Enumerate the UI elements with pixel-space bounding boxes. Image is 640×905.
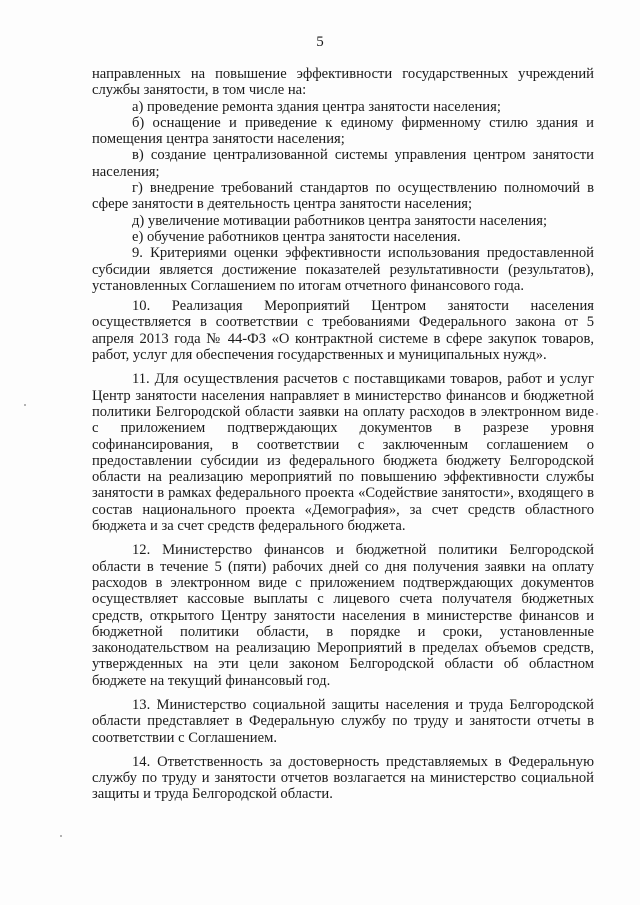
page-number: 5 <box>316 34 324 50</box>
clause-10: 10. Реализация Мероприятий Центром занятости населения осуществляется в соответствии с требованиями Федерального закона от 5 апреля 2013 года № 44-ФЗ «О контрактной системе в сфере закупок товаров, работ, услуг для обеспечения государственных и муниципальных нужд». <box>92 298 594 364</box>
list-item-a: а) проведение ремонта здания центра занятости населения; <box>132 98 501 115</box>
list-item-b: б) оснащение и приведение к единому фирменному стилю здания и помещения центра занятости населения; <box>92 114 594 148</box>
clause-14: 14. Ответственность за достоверность представляемых в Федеральную службу по труду и занятости отчетов возлагается на министерство социальной защиты и труда Белгородской области. <box>92 753 594 803</box>
spacer <box>92 363 594 371</box>
clause-12: 12. Министерство финансов и бюджетной политики Белгородской области в течение 5 (пяти) рабочих дней со дня получения заявки на оплату расходов в электронном виде с приложением подтверждающих документов осуществляет кассовые выплаты с лицевого счета получателя бюджетных средств, открытого Центру занятости населения в министерстве финансов и бюджетной политики области, в порядке и сроки, установленные законодательством на реализацию Мероприятий в пределах объемов средств, утвержденных на эти цели законом Белгородской области об областном бюджете на текущий финансовый год. <box>92 542 594 689</box>
clause-13: 13. Министерство социальной защиты населения и труда Белгородской области представляет в Федеральную службу по труду и занятости отчеты в соответствии с Соглашением. <box>92 696 594 746</box>
scan-speck <box>596 413 598 415</box>
document-body <box>92 66 594 803</box>
spacer <box>92 689 594 697</box>
clause-11: 11. Для осуществления расчетов с поставщиками товаров, работ и услуг Центр занятости населения направляет в министерство финансов и бюджетной политики Белгородской области заявки на оплату расходов в электронном виде с приложением подтверждающих документов в разрезе уровня софинансирования, в соответствии с заключенным соглашением о предоставлении субсидии из федерального бюджета бюджету Белгородской области на реализацию мероприятий по повышению эффективности службы занятости в рамках федерального проекта «Содействие занятости», входящего в состав национального проекта «Демография», за счет средств областного бюджета и за счет средств федерального бюджета. <box>92 371 594 535</box>
scan-speck <box>24 404 26 406</box>
spacer <box>92 746 594 754</box>
paragraph-intro-continuation: направленных на повышение эффективности государственных учреждений службы занятости, в том числе на: <box>92 66 594 99</box>
list-item-g: г) внедрение требований стандартов по осуществлению полномочий в сфере занятости в деятельность центра занятости населения; <box>92 180 594 213</box>
spacer <box>92 534 594 542</box>
clause-9: 9. Критериями оценки эффективности использования предоставленной субсидии является достижение показателей результативности (результатов), установленных Соглашением по итогам отчетного финансового года. <box>92 245 594 294</box>
list-item-v: в) создание централизованной системы управления центром занятости населения; <box>92 147 594 180</box>
list-item-e: е) обучение работников центра занятости населения. <box>132 228 461 245</box>
list-item-d: д) увеличение мотивации работников центра занятости населения; <box>132 212 548 229</box>
scan-speck <box>60 835 62 837</box>
